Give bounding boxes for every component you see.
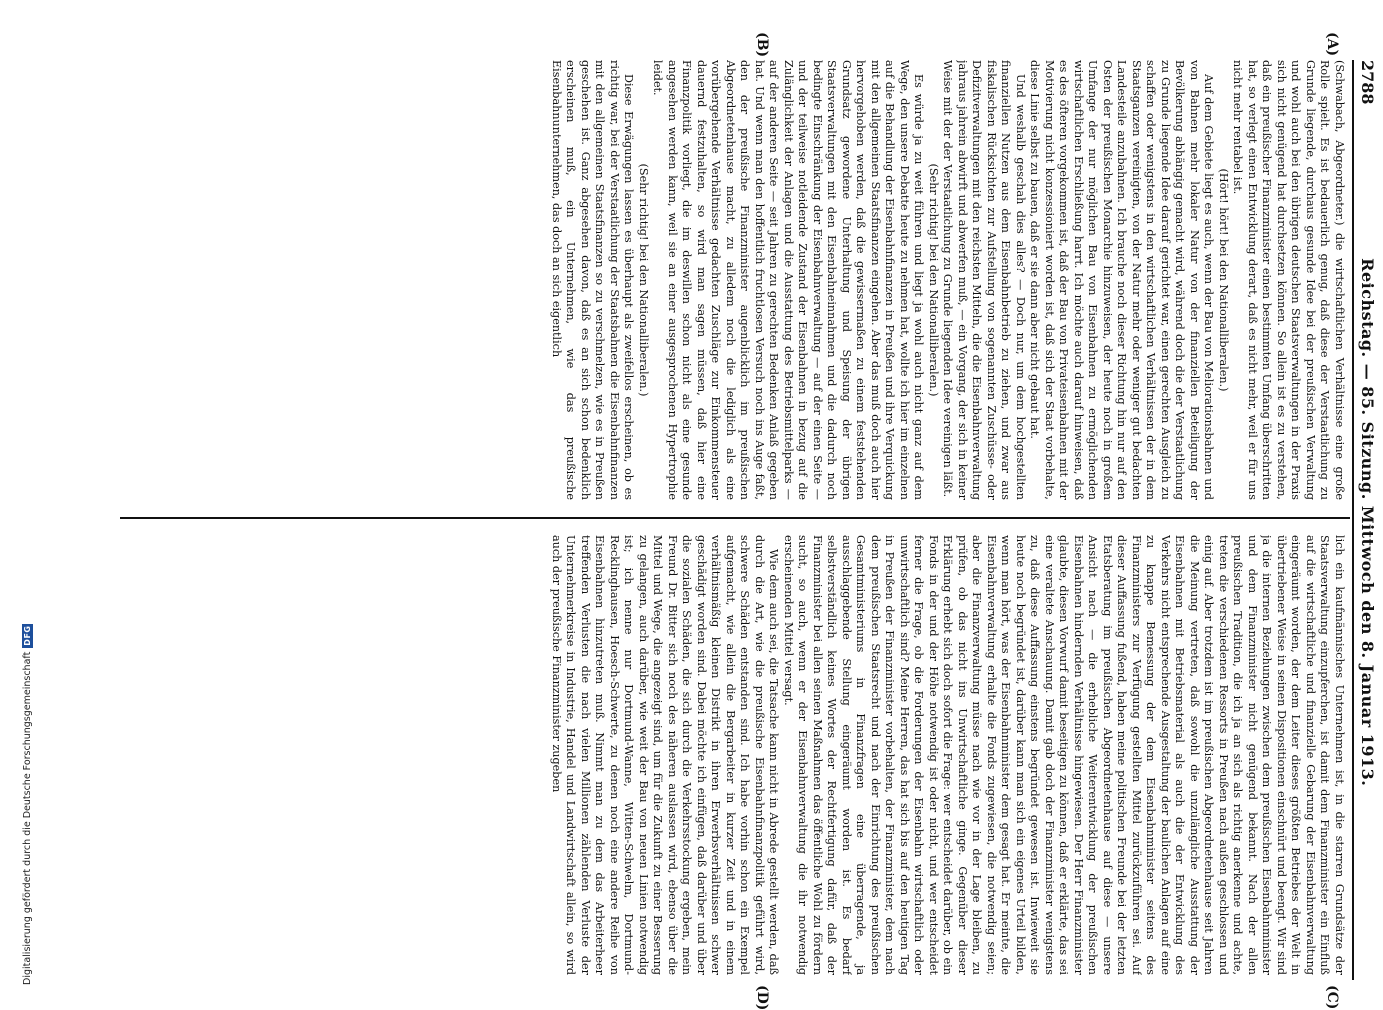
credit-text: Digitalisierung gefördert durch die Deutsche Forschungsgemeinschaft [22,651,33,985]
paragraph: Diese Erwägungen lassen es überhaupt als zweifellos erscheinen, ob es richtig war, bei der Verstaatlichung der Staatsbahnen die Eisenbahnfinanzen mit den allgemeinen Staatsfinanzen so zu verschmelzen, wie es in Preußen geschehen ist. Ganz abgesehen davon, daß es an sich schon bedenklich erscheinen muß, ein Unternehmen, wie das preußische Eisenbahnunternehmen, das doch an sich eigentlich [550,60,636,500]
interjection: (Sehr richtig! bei den Nationalliberalen.) [927,163,940,397]
margin-marker-d: (D) [754,985,770,1010]
running-title: Reichstag. — 85. Sitzung. Mittwoch den 8. Januar 1913. [1358,258,1378,787]
column-divider [120,517,1350,519]
paragraph: Auf dem Gebiete liegt es auch, wenn der Bau von Meliorationsbahnen und von Bahnen mehr lokaler Natur von der finanziellen Beteiligung der Bevölkerung abhängig gemacht wird, während doch die der Verstaatlichung zu Grunde liegende Idee darauf gerichtet war, einen gerechten Ausgleich zu schaffen oder wenigstens in den wirtschaftlichen Verhältnissen der in dem Staatsganzen vereinigten, von der Natur mehr oder weniger gut bedachten Landesteile anzubahnen. Ich brauche noch dieser Richtung hin nur auf den Osten der preußischen Monarchie hinzuweisen, der heute noch in großem Umfange der nur möglichen Bau von Eisenbahnen zu ermöglichenden wirtschaftlichen Erschließung harrt. Ich möchte auch darauf hinweisen, daß es des öfteren vorgekommen ist, daß der Bau von Privateisenbahnen mit der Motivierung nicht konzessioniert worden ist, daß sich der Staat vorbehalte, diese Linie selbst zu bauen, daß er sie dann aber nicht gebaut hat. [1028,60,1216,500]
margin-marker-b: (B) [754,32,770,58]
page-header [1356,60,1380,980]
header-rule [1352,60,1354,980]
margin-marker-c: (C) [1324,985,1340,1010]
interjection: (Hört! hört! bei den Nationalliberalen.) [1217,168,1230,392]
page-number: 2788 [1358,60,1378,105]
interjection: (Sehr richtig! bei den Nationalliberalen.) [637,163,650,397]
paragraph: Und weshalb geschah dies alles? — Doch nur, um dem hochgestellten finanziellen Nutzen aus dem Eisenbahnbetrieb zu ziehen, und zwar aus fiskalischen Rücksichten zur Aufstellung von sogenannten Zuschüsse- oder Defizitverwaltungen mit den reichsten Mitteln, die die Eisenbahnverwaltung jahraus jahrein abwirft und abwerfen muß, — ein Vorgang, der sich in keiner Weise mit der der Verstaatlichung zu Grunde liegenden Idee vereinigen läßt. [941,60,1027,500]
paragraph: Es würde ja zu weit führen und liegt ja wohl auch nicht ganz auf dem Wege, den unsere Debatte heute zu nehmen hat, wollte ich hier im einzelnen auf die Behandlung der Eisenbahnfinanzen in Preußen und ihre Verquickung mit den allgemeinen Staatsfinanzen eingehen. Aber das muß doch auch hier hervorgehoben werden, daß die gewissermaßen zu einem feststehenden Grundsatz gewordene Unterhaltung und Speisung der übrigen Staatsverwaltungen mit den Eisenbahneinnahmen und die dadurch noch bedingte Einschränkung der Eisenbahnverwaltung — auf der einen Seite — und der teilweise notleidende Zustand der Eisenbahnen in bezug auf die Zulänglichkeit der Anlagen und die Ausstattung des Betriebsmittelparks — auf der anderen Seite — seit Jahren zu gerechten Bedenken Anlaß gegeben hat. Und wenn man den hoffentlich fruchtlosen Versuch noch ins Auge faßt, den der preußische Finanzminister augenblicklich im preußischen Abgeordnetenhause macht, zu alledem noch die lediglich als eine vorübergehende Verhältnisse gedachten Zuschläge zur Einkommensteuer dauernd festzuhalten, so wird man sagen müssen, daß hier eine Finanzpolitik vorliegt, die im deswillen schon nicht als eine gesunde angesehen werden kann, weil sie an einer ausgesprochenen Hypertrophie leidet. [651,60,926,500]
paragraph: Wie dem auch sei, die Tatsache kann nicht in Abrede gestellt werden, daß durch die Art, wie die preußische Eisenbahnfinanzpolitik geführt wird, schwere Schäden entstanden sind. Ich habe vorhin schon ein Exempel aufgemacht, wie allein die Bergarbeiter in kurzer Zeit und in einem verhältnismäßig kleinen Distrikt in ihren Erwerbsverhältnissen schwer geschädigt worden sind. Dabei möchte ich einfügen, daß darüber und über die sozialen Schäden, die sich durch die Verkehrsstockung ergeben, mein Freund Dr. Bitter sich noch des näheren auslassen wird, ebenso über die Mittel und Wege, die angezeigt sind, um für die Zukunft zu einer Besserung zu gelangen, auch darüber, wie weit der Bau von neuen Linien notwendig ist; ich nenne nur Dortmund-Wanne, Witten-Schwelm, Dortmund-Recklinghausen, Hoesch-Schwerte, zu denen noch eine andere Reihe von Eisenbahnen hinzutreten muß. Nimmt man zu dem das Arbeiterheer treffenden Verlusten die nach vielen Millionen zählenden Verluste der Unternehmerkreise in Industrie, Handel und Landwirtschaft allein, so wird auch der preußische Finanzminister zugeben [550,535,781,975]
dfg-logo: DFG [23,625,32,646]
digitization-credit [22,624,33,985]
rotated-page [120,32,1380,1010]
paragraph: (Schwabach, Abgeordneter.) die wirtschaftlichen Verhältnisse eine große Rolle spielt. Es ist bedauerlich genug, daß diese der Verstaatlichung zu Grunde liegende, durchaus gesunde Idee bei der preußischen Verwaltung und wohl auch bei den übrigen deutschen Staatsverwaltungen in der Praxis sich nicht genügend hat durchsetzen können. So allein ist es zu verstehen, daß ein preußischer Finanzminister einen bestimmten Umfang überschritten hat, so verlegt einen Entwicklung derart, daß es nicht mehr, weil er für uns nicht mehr rentabel ist. [1231,60,1346,500]
paragraph: lich ein kaufmännisches Unternehmen ist, in die starren Grundsätze der Staatsverwaltung einzupferchen, ist damit dem Finanzminister ein Einfluß auf die wirtschaftliche und finanzielle Gebarung der Eisenbahnverwaltung eingeräumt worden, der dem Leiter dieses größten Betriebes der Welt in übertriebener Weise in seinen Dispositionen einschnürt und beengt. Wir sind ja die internen Beziehungen zwischen dem preußischen Eisenbahnminister und dem Finanzminister nicht genügend bekannt. Nach der allen preußischen Tradition, die ich ja an sich als richtig anerkenne und achte, treten die verschiedenen Ressorts in Preußen nach außen geschlossen und einig auf. Aber trotzdem ist im preußischen Abgeordnetenhause seit Jahren die Meinung vertreten, daß sowohl die unzulängliche Ausstattung der Eisenbahnen mit Betriebsmaterial als auch die der Entwicklung des Verkehrs nicht entsprechende Ausgestaltung der baulichen Anlagen auf eine zu knappe Bemessung der dem Eisenbahnminister seitens des Finanzministers zur Verfügung gestellten Mittel zurückzuführen sei. Auf dieser Auffassung fußend, haben meine politischen Freunde bei der letzten Etatsberatung im preußischen Abgeordnetenhause auf diese — unsere Ansicht nach — die erhebliche Weiterentwicklung der preußischen Eisenbahnen hindernden Verhältnisse hingewiesen. Der Herr Finanzminister glaubte, diesen Vorwurf damit beseitigen zu können, daß er erklärte, das sei eine veraltete Anschauung. Damit gab doch der Finanzminister wenigstens zu, daß diese Auffassung einstens begründet gewesen ist. Inwieweit sie heute noch begründet ist, darüber kann man sich ein eigenes Urteil bilden, wenn man hört, was der Eisenbahnminister dem gesagt hat. Er meinte, die Eisenbahnverwaltung erhalte die Fonds zugewiesen, die notwendig seien; aber die Finanzverwaltung müsse nach wie vor in der Lage bleiben, zu prüfen, ob das nicht ins Unwirtschaftliche ginge. Gegenüber dieser Erklärung erhebt sich doch sofort die Frage: wer entscheidet darüber, ob ein Fonds in der und der Höhe notwendig ist oder nicht, und wer entscheidet ferner die Frage, ob die Forderungen der Eisenbahn wirtschaftlich oder unwirtschaftlich sind? Meine Herren, das hat sich bis auf den heutigen Tag in Preußen der Finanzminister vorbehalten, der Finanzminister, dem nach dem preußischen Staatsrecht und nach der Einrichtung des preußischen Gesamtministeriums in Finanzfragen eine überragende, ja ausschlaggebende Stellung eingeräumt worden ist. Es bedarf selbstverständlich keines Wortes der Rechtfertigung dafür, daß der Finanzminister bei allen seinen Maßnahmen das öffentliche Wohl zu fördern sucht, so auch, wenn er der Eisenbahnverwaltung die ihr notwendig erscheinenden Mittel versagt. [782,535,1346,975]
margin-marker-a: (A) [1324,32,1340,57]
right-column [126,535,1346,975]
left-column [126,60,1346,500]
